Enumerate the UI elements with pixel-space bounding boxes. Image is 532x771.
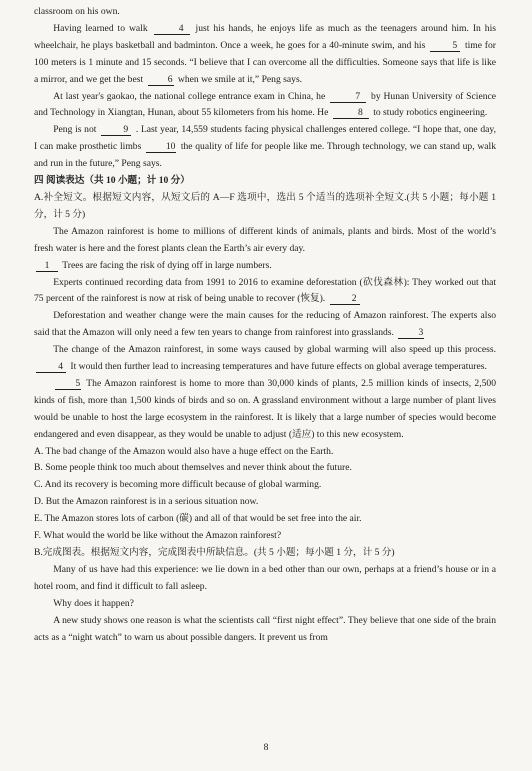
text: At last year's gaokao, the national college entrance exam in China, he (53, 90, 326, 102)
text: Experts continued recording data from 1991 to 2016 to examine deforestation (砍伐森林): They worked out that 75 percent of the rainforest is now at risk of being unable to recover (恢复). (34, 276, 496, 305)
option-d: D. But the Amazon rainforest is in a serious situation now. (34, 496, 259, 508)
answer-blank-4b: 4 (36, 361, 66, 373)
text: just his hands, he enjoys life as much as the teenagers around him. In his wheelchair, he plays basketball and badminton. Once a week, he goes for a 40-minute swim, and his (34, 22, 496, 51)
text: by Hunan University of Science and Technology in Xiangtan, Hunan, about 55 kilometers from his home. He (34, 90, 497, 119)
option-e: E. The Amazon stores lots of carbon (碳) and all of that would be set free into the air. (34, 513, 362, 525)
text: The change of the Amazon rainforest, in some ways caused by global warming will also speed up this process. (53, 344, 496, 356)
sleep-paragraph3: A new study shows one reason is what the scientists call “first night effect”. They believe that one side of the brain acts as a “night watch” to warn us about possible dangers. It prevent us from (34, 614, 496, 643)
option-f: F. What would the world be like without the Amazon rainforest? (34, 530, 282, 542)
amazon-paragraph6 (34, 376, 496, 444)
text: It would then further lead to increasing temperatures and have future effects on global average temperatures. (70, 361, 487, 373)
part-b-instructions: B.完成图表。根据短文内容，完成图表中所缺信息。(共 5 小题；每小题 1 分，计 5 分) (34, 547, 395, 558)
text: to study robotics engineering. (373, 107, 488, 119)
text: the quality of life for people like me. Through technology, we can stand up, walk and run in the future,” Peng says. (34, 141, 496, 170)
text: Trees are facing the risk of dying off in large numbers. (62, 259, 272, 271)
passage1-paragraph4 (34, 122, 496, 173)
answer-blank-5b: 5 (55, 378, 81, 390)
text: The Amazon rainforest is home to more than 30,000 kinds of plants, 2.5 million kinds of insects, 2,500 kinds of fish, more than 1,500 kinds of birds and so on. A grassland environment without a large number of plant lives would be unable to host the large ecosystem in the rainforest. It is likely that a large number of species would become endangered and even disappear, as they would be unable to adjust (适应) to this new ecosystem. (34, 377, 497, 440)
amazon-paragraph1: The Amazon rainforest is home to millions of different kinds of animals, plants and birds. Most of the world’s fresh water is here and the forest plants clean the Earth’s air every day. (34, 225, 496, 254)
text: Deforestation and weather change were the main causes for the reducing of Amazon rainforest. The experts also said that the Amazon will only need a few ten years to change from rainforest into grasslands. (34, 310, 496, 339)
answer-blank-6: 6 (148, 74, 174, 86)
answer-blank-3: 3 (398, 327, 424, 339)
answer-blank-2: 2 (330, 293, 360, 305)
sleep-paragraph2: Why does it happen? (53, 597, 134, 609)
text: classroom on his own. (34, 6, 120, 17)
amazon-paragraph3 (34, 275, 496, 309)
amazon-paragraph2 (34, 258, 496, 275)
text: . Last year, 14,559 students facing physical challenges entered college. “I hope that, one day, I can make prosthetic limbs (34, 124, 496, 153)
answer-blank-8: 8 (333, 107, 369, 119)
part-a-instructions: A.补全短文。根据短文内容，从短文后的 A—F 选项中，选出 5 个适当的选项补全短文.(共 5 小题；每小题 1 分，计 5 分) (34, 191, 496, 220)
answer-blank-1: 1 (36, 260, 58, 272)
passage1-paragraph3 (34, 89, 496, 123)
section-title: 四 阅读表达（共 10 小题；计 10 分） (34, 175, 190, 187)
answer-blank-4: 4 (154, 23, 190, 35)
text: time for 100 meters is 1 minute and 15 seconds. “I believe that I can overcome all the difficulties. Someone says that life is like a mirror, and we get the best (34, 39, 496, 85)
option-c: C. And its recovery is becoming more difficult because of global warming. (34, 479, 322, 491)
option-b: B. Some people think too much about themselves and never think about the future. (34, 462, 352, 474)
answer-blank-7: 7 (330, 91, 366, 103)
answer-blank-9: 9 (101, 124, 131, 136)
amazon-paragraph5 (34, 342, 496, 376)
text: when we smile at it,” Peng says. (177, 73, 303, 85)
text: Peng is not (53, 124, 97, 136)
answer-blank-5: 5 (430, 40, 460, 52)
amazon-paragraph4 (34, 308, 496, 342)
passage1-line1 (34, 4, 496, 21)
option-a: A. The bad change of the Amazon would also have a huge effect on the Earth. (34, 445, 334, 457)
sleep-paragraph1: Many of us have had this experience: we lie down in a bed other than our own, perhaps at a friend’s house or in a hotel room, and find it difficult to fall asleep. (34, 563, 496, 592)
passage1-paragraph2 (34, 21, 496, 89)
page-number: 8 (263, 742, 269, 754)
answer-blank-10: 10 (146, 141, 176, 153)
text: Having learned to walk (53, 22, 148, 34)
